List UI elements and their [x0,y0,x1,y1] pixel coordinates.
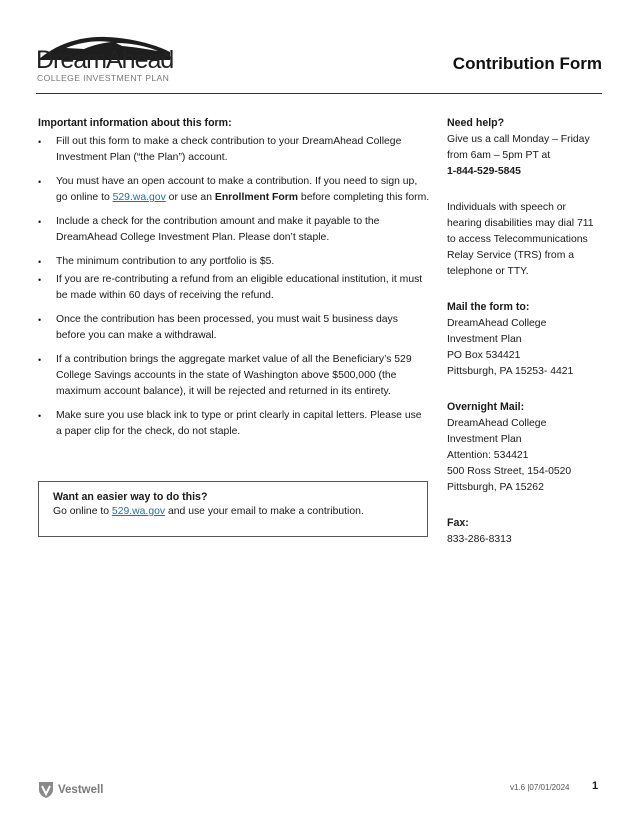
page-header [36,34,602,94]
dreamahead-logo [36,34,172,86]
help-phone-number: 1-844-529-5845 [447,166,521,177]
mail-title: Mail the form to: [447,301,530,313]
bullet-item: • You must have an open account to make a contribution. If you need to sign up, go online to 529.wa.gov or use an Enrollment Form before completing this form. [38,174,430,206]
bullet-item: • Once the contribution has been processed, you must wait 5 business days before you can make a withdrawal. [38,312,430,344]
bullet-item: • Fill out this form to make a check contribution to your DreamAhead College Investment Plan (“the Plan”) account. [38,134,430,166]
bullet-item: • If you are re-contributing a refund from an eligible educational institution, it must be made within 60 days of receiving the refund. [38,272,430,304]
easier-way-title: Want an easier way to do this? [53,491,208,503]
important-info-section [38,116,430,440]
bullet-item: • If a contribution brings the aggregate market value of all the Beneficiary’s 529 College Savings accounts in the state of Washington above $500,000 (the maximum account balance), it will be rejected and returned in its entirety. [38,352,430,400]
fax-number: 833-286-8313 [447,534,512,545]
need-help-section: Need help? Give us a call Monday – Friday from 6am – 5pm PT at 1-844-529-5845 [447,116,607,180]
bullet-item: • Make sure you use black ink to type or print clearly in capital letters. Please use a paper clip for the check, do not staple. [38,408,430,440]
overnight-mail-section: Overnight Mail: DreamAhead College Investment Plan Attention: 534421 500 Ross Street, 154-0520 Pittsburgh, PA 15262 [447,400,607,496]
tty-section: Individuals with speech or hearing disabilities may dial 711 to access Telecommunications Relay Service (TRS) from a telephone or TTY. [447,202,594,277]
easier-way-text: Go online to 529.wa.gov and use your email to make a contribution. [53,506,364,517]
need-help-title: Need help? [447,117,505,129]
fax-title: Fax: [447,517,469,529]
bullet-item: • The minimum contribution to any portfolio is $5. [38,254,430,270]
easier-way-box [38,481,428,537]
bullet-item: • Include a check for the contribution amount and make it payable to the DreamAhead College Investment Plan. Please don’t staple. [38,214,430,246]
info-bullet-list [38,134,430,440]
vestwell-wordmark: Vestwell [58,784,104,796]
page-title: Contribution Form [452,54,602,73]
info-heading: Important information about this form: [38,117,232,129]
fax-section [447,516,607,548]
logo-wordmark: DreamAhead [36,46,174,74]
enrollment-form-label: Enrollment Form [214,192,299,203]
version-label: v1.6 |07/01/2024 [510,783,570,792]
mail-section: Mail the form to: DreamAhead College Investment Plan PO Box 534421 Pittsburgh, PA 15253- 4421 [447,300,607,380]
vestwell-shield-icon [38,781,54,799]
overnight-mail-title: Overnight Mail: [447,401,525,413]
contact-sidebar [447,116,607,564]
logo-subtitle: COLLEGE INVESTMENT PLAN [37,73,170,83]
529-link[interactable]: 529.wa.gov [112,192,166,203]
page-number: 1 [592,780,599,792]
529-link[interactable]: 529.wa.gov [111,506,166,517]
